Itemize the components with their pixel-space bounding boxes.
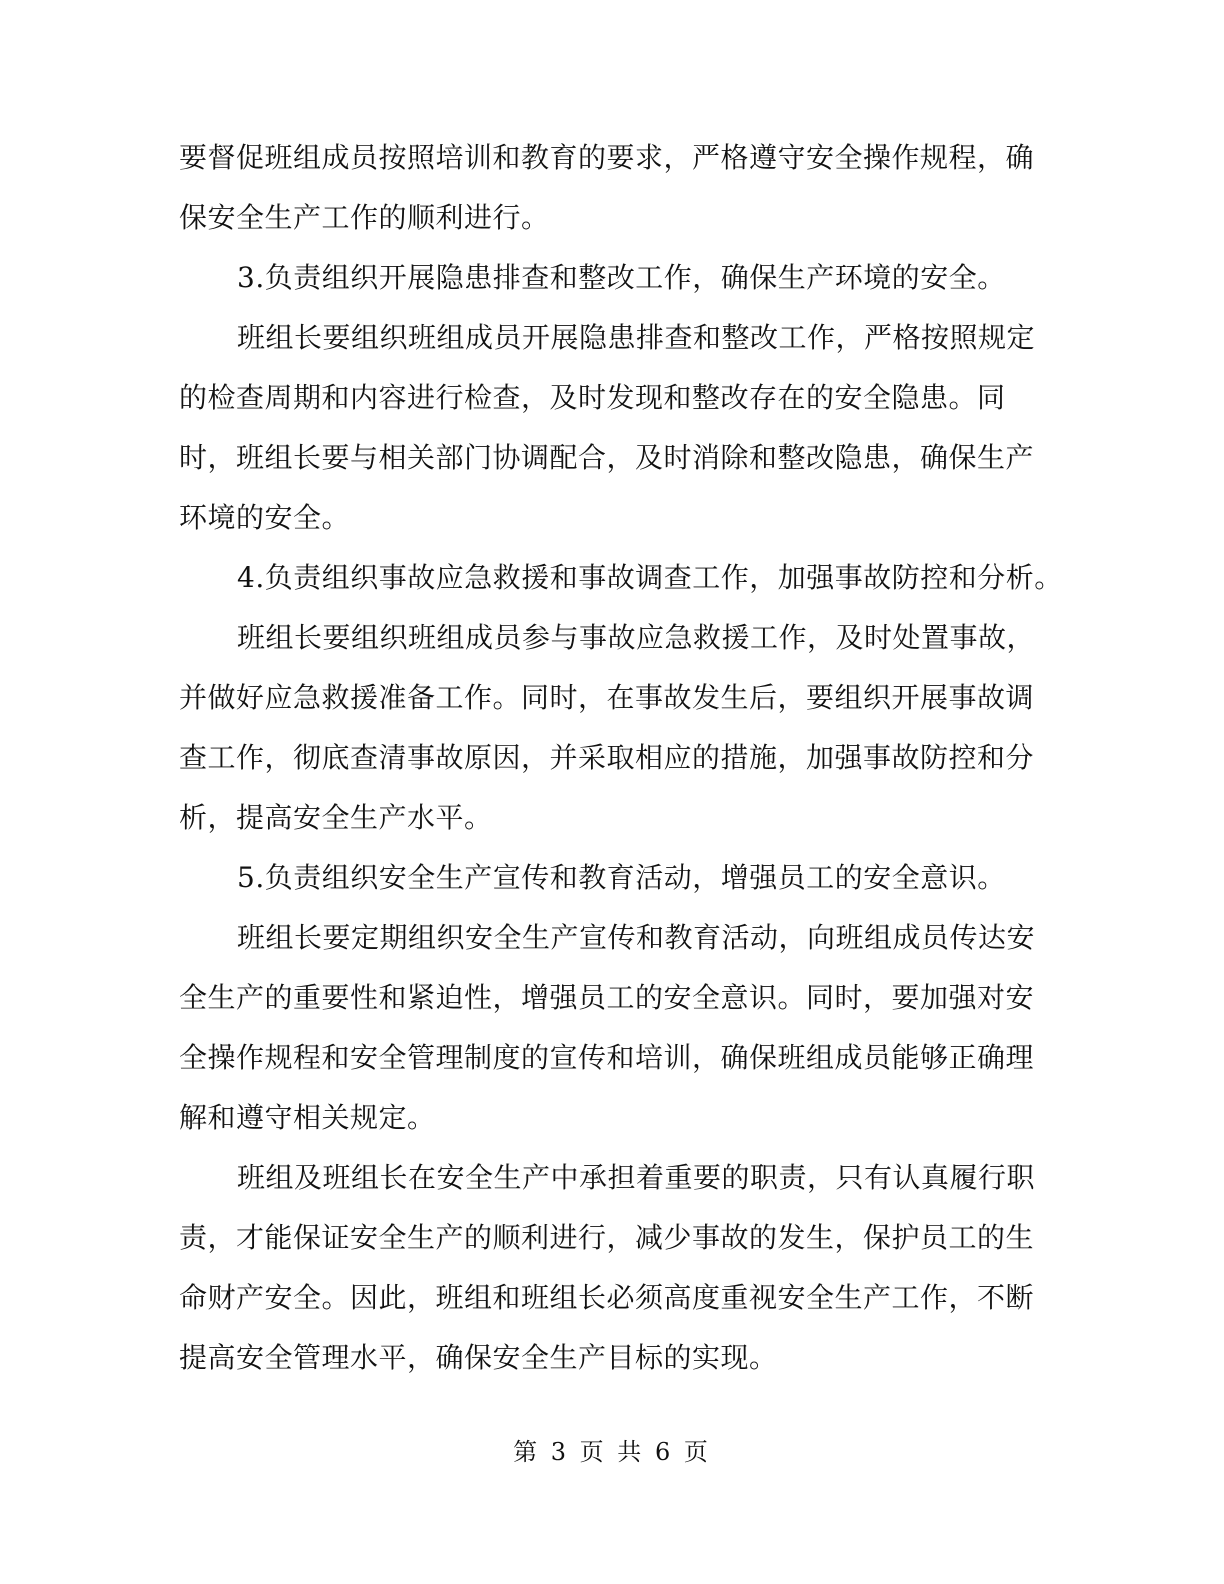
paragraph-line: 的检查周期和内容进行检查，及时发现和整改存在的安全隐患。同 (179, 381, 1006, 414)
paragraph-line: 全操作规程和安全管理制度的宣传和培训，确保班组成员能够正确理 (179, 1041, 1035, 1074)
section-heading-5: 5.负责组织安全生产宣传和教育活动，增强员工的安全意识。 (237, 861, 1006, 894)
paragraph-line: 并做好应急救援准备工作。同时，在事故发生后，要组织开展事故调 (179, 681, 1035, 714)
page-number-footer: 第 3 页 共 6 页 (513, 1438, 711, 1466)
paragraph-line: 查工作，彻底查清事故原因，并采取相应的措施，加强事故防控和分 (179, 741, 1035, 774)
paragraph-line: 时，班组长要与相关部门协调配合，及时消除和整改隐患，确保生产 (179, 441, 1035, 474)
paragraph-line: 析，提高安全生产水平。 (179, 801, 493, 834)
paragraph-line: 责，才能保证安全生产的顺利进行，减少事故的发生，保护员工的生 (179, 1221, 1035, 1254)
paragraph-line: 保安全生产工作的顺利进行。 (179, 201, 550, 234)
document-body (179, 128, 1063, 1388)
paragraph-line: 命财产安全。因此，班组和班组长必须高度重视安全生产工作，不断 (179, 1281, 1035, 1314)
paragraph-line: 提高安全管理水平，确保安全生产目标的实现。 (179, 1341, 778, 1374)
paragraph-line: 班组长要组织班组成员参与事故应急救援工作，及时处置事故， (237, 621, 1036, 654)
paragraph-line: 解和遵守相关规定。 (179, 1101, 436, 1134)
paragraph-line: 班组及班组长在安全生产中承担着重要的职责，只有认真履行职 (237, 1161, 1036, 1194)
paragraph-line: 全生产的重要性和紧迫性，增强员工的安全意识。同时，要加强对安 (179, 981, 1035, 1014)
paragraph-line: 环境的安全。 (179, 501, 351, 534)
section-heading-4: 4.负责组织事故应急救援和事故调查工作，加强事故防控和分析。 (237, 561, 1063, 594)
section-heading-3: 3.负责组织开展隐患排查和整改工作，确保生产环境的安全。 (237, 261, 1006, 294)
paragraph-line: 班组长要定期组织安全生产宣传和教育活动，向班组成员传达安 (237, 921, 1036, 954)
paragraph-line: 要督促班组成员按照培训和教育的要求，严格遵守安全操作规程，确 (179, 141, 1035, 174)
paragraph-line: 班组长要组织班组成员开展隐患排查和整改工作，严格按照规定 (237, 321, 1036, 354)
